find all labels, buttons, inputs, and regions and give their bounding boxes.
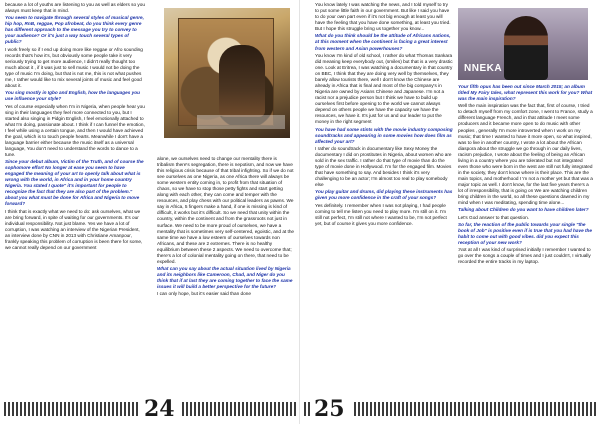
interview-question: You have had some stints with the movie industry composing soundtracks and appearing in some movies how does film as affected your art? — [315, 126, 453, 144]
album-cover-figure — [219, 45, 265, 117]
left-column-1 — [5, 2, 145, 394]
interview-answer: Let's God answer to that question. — [458, 214, 529, 220]
interview-answer: Well the main inspiration was the fact that, first of course, I tried to detach myself from my comfort zone, I went to France, study a different language French, and in that attitude I meet some producers and it became more open to do music with other peoples , generally I'm more introverted when I work on my music; that time I wanted to have it more open, so what inspired, was to live in another country, I wrote a lot about the African diaspora about the struggle we go through in our daily lives, racism prejudice, I wrote about the feeling of being an African living in a country where you are tolerated but not integrated even those who were born in the west are still not fully integrated in the society, they don't know where is their place. This are the main topics, and motherhood I 'm not a mother yet but that was a major topic as well. I don't know, for the last five years there's a lot of irresponsibility, that is going on We are watching children bring children in the world, so all these questions dawned in my mind when I was meditating, spending time alone... — [458, 103, 593, 206]
interview-question: You seem to navigate through several styles of musical genre, hip hop, RnB, reggae, Pop afrobeat, do you think every genre has different approach to the message you try to convey to your audience? Or it's just a way touch several types of public? — [5, 15, 144, 45]
interview-question: Since your debut album, Victim of the Truth, and of course the sophomore effort No longer at ease you seem to have engaged the meaning of your art to openly talk about what is wrong with the world, in Africa and in your home country Nigeria. You stated I quote" it's important for people to recognize the fact that they are also part of the problem." about you what must be done for Africa and Nigeria to move forward? — [5, 159, 144, 207]
folio-stripe-left-a — [4, 402, 140, 416]
right-column-2 — [458, 84, 594, 394]
interview-answer: I think that is exactly what we need to do: ask ourselves, what we are bring forward, in spite of waiting for our governments. It's our individual responsibility. Not just blame. Yes we have a lot of corruption, I was watching an interview of the Nigerian President, an interview done by CNN in 2013 with Christiane Amanpour, frankly speaking this problem of corruption is been there for some, we cannot really depend on our government — [5, 208, 143, 250]
page-number-right: 25 — [314, 396, 345, 422]
interview-answer: You know I'm kind of old school, I rather do what Thomas Sankara did meaning keep everybody out, (smiles) but that is a very drastic one. Look at Eritrea, I was watching a documentary in that country on BBC, I think that they are doing very well by themselves, they barely allow tourists there, well I don't know the Chinese are already in Africa that is final and most of the big company's in Nigeria are owned by Asians Chinese and Japanese. I'm not a racist nor a prejudice person but I think we have to build up ourselves first before opening to the world we cannot always depend on others people we have the capacity we have the resources, we have it. It's just for us and our leader to put the money in the right segment — [315, 52, 453, 125]
interview-answer: I rather do soundtrack in documentary like Sexy Money the documentary I did on prostitutes in Nigeria, about women who are sold in the sex traffic. I rather do that type of movie than do the type of movie done in Hollywood. I'm for the engaged film. Movies that have something to say. And besides I think it's very challenging to be an actor; I'm almost too real to play somebody else — [315, 145, 452, 188]
folio-left — [0, 394, 300, 424]
interview-answer: Yes definitely. I remember when I was not playing, I had people coming to tell me listen you need to play more. I'm still on it. I'm still not perfect, I'm still not where I wanted to be, I'm not perfect yet, but of course it gives you more confidence. — [315, 202, 447, 226]
interview-question: Your fifth opus has been out since March 2015; an album titled My Fairy tales, what represent this work for you? What was the main inspiration? — [458, 84, 593, 102]
interview-answer: because a lot of youths are listening to you as well as elders so you always must keep that in mind. — [5, 2, 145, 14]
interview-question: You play guitar and drums, did playing these instruments has given you more confidence in the craft of your songs? — [315, 189, 453, 201]
interview-question: What do you think should be the attitude of Africans nations, at this moment when the continent is facing a great interest from western and Asian powerhouses? — [315, 33, 451, 51]
album-cover-label-strip — [197, 115, 285, 129]
folio-stripe-left-b — [182, 402, 296, 416]
album-cover-art — [178, 18, 274, 126]
interview-answer: :Not at all I was kind of surprised initially I remember I wanted to go over the songs a couple of times and I just couldn't, I virtually recorded the entire tracks in my laptop. — [458, 247, 591, 265]
page-number-left: 24 — [144, 396, 175, 422]
interview-question: So far, the reaction of the public towards your single "the book of Job" is positive even if is true that you had have the habit to come out with good vibes. did you expect this reception of your new work? — [458, 221, 593, 245]
folio-stripe-right-b — [354, 402, 596, 416]
interview-question: Talking about Children do you want to have children later? — [458, 207, 589, 213]
album-cover-photo — [164, 8, 290, 138]
artist-portrait-photo — [458, 8, 588, 80]
right-column-1 — [315, 2, 453, 394]
left-column-2 — [157, 156, 295, 394]
interview-answer: Yes of course especially when I'm in Nigeria, when people hear you sing in their languages they feel more connected to you, but I started also singing in Pidgin English, I feel emotionally attached to what I'm doing, passionate about. I think if I can funnel the emotion, I feel while using a certain tongue, and then I would have achieved the goal, which is to touch people hearts. Meanwhile I don't have a language barrier either because the music itself as a universal language, You don't need to understand the words to dance to a tune. — [5, 103, 145, 157]
folio-stripe-right-a — [304, 402, 310, 416]
artist-figure — [504, 16, 548, 80]
interview-answer: I work freely so if I end up doing more like reggae or Afro sounding records that's how it's, but obviously some people take it very seriously trying to get more audience, I didn't really thought too much about it , if it was just to sell music I would not be doing the type of music I'm doing, but that is not me, this is not what pushes me, I rather would like to mix several joints of music and feel good about it. — [5, 46, 143, 88]
interview-question: What can you say about the actual situation lived by Nigeria and its neighbors like Cameroon, Chad, and Niger do you think that if at last they are coming together to face the same issues it will build a better perspective for the future? — [157, 266, 293, 290]
interview-answer: alone, we ourselves need to change our mentality there is tribalism there's segregation, there is nepotism, and now we have this religious crisis because of that tribal infighting. So if we do not see ourselves as one Nigeria, as one Africa there will always be some western entity coming in, to profit from that situation of chaos, so we have to stop those petty fights and start getting along with each other, they can come and temper with the resources, and play chess with our political leaders as pawns. We say in Africa, 5 fingers make a hand, if one is missing is kind of difficult, it works but it's difficult. So we need that unity within the country, within the continent and from the grassroots not just in surface. We need to be more proud of ourselves, we have a mentality that is sometimes very self-centered, egoistic, and at the same time we have a low esteem of ourselves towards non Africans, and these are 2 extremes. There is no healthy equilibrium between these 2 aspects. We need to overcome that; there's a lot of colonial mentality going on there, that need to be expelled. — [157, 156, 295, 264]
interview-answer: I can only hope, but it's easier said than done — [157, 291, 251, 297]
interview-answer: You know lately I was watching the news, and I told myself to try to put some little faith in our government. But like I said you have to do your own part even if it's not big enough at least you will have the feeling that you have done something, at least you tried. But I hope this struggle bring us together you know... — [315, 2, 451, 32]
folio-right — [300, 394, 600, 424]
artist-name-logo: NNEKA — [464, 63, 503, 74]
interview-question: You sing mostly in Igbo and English, how the languages you use influence your style? — [5, 90, 140, 102]
